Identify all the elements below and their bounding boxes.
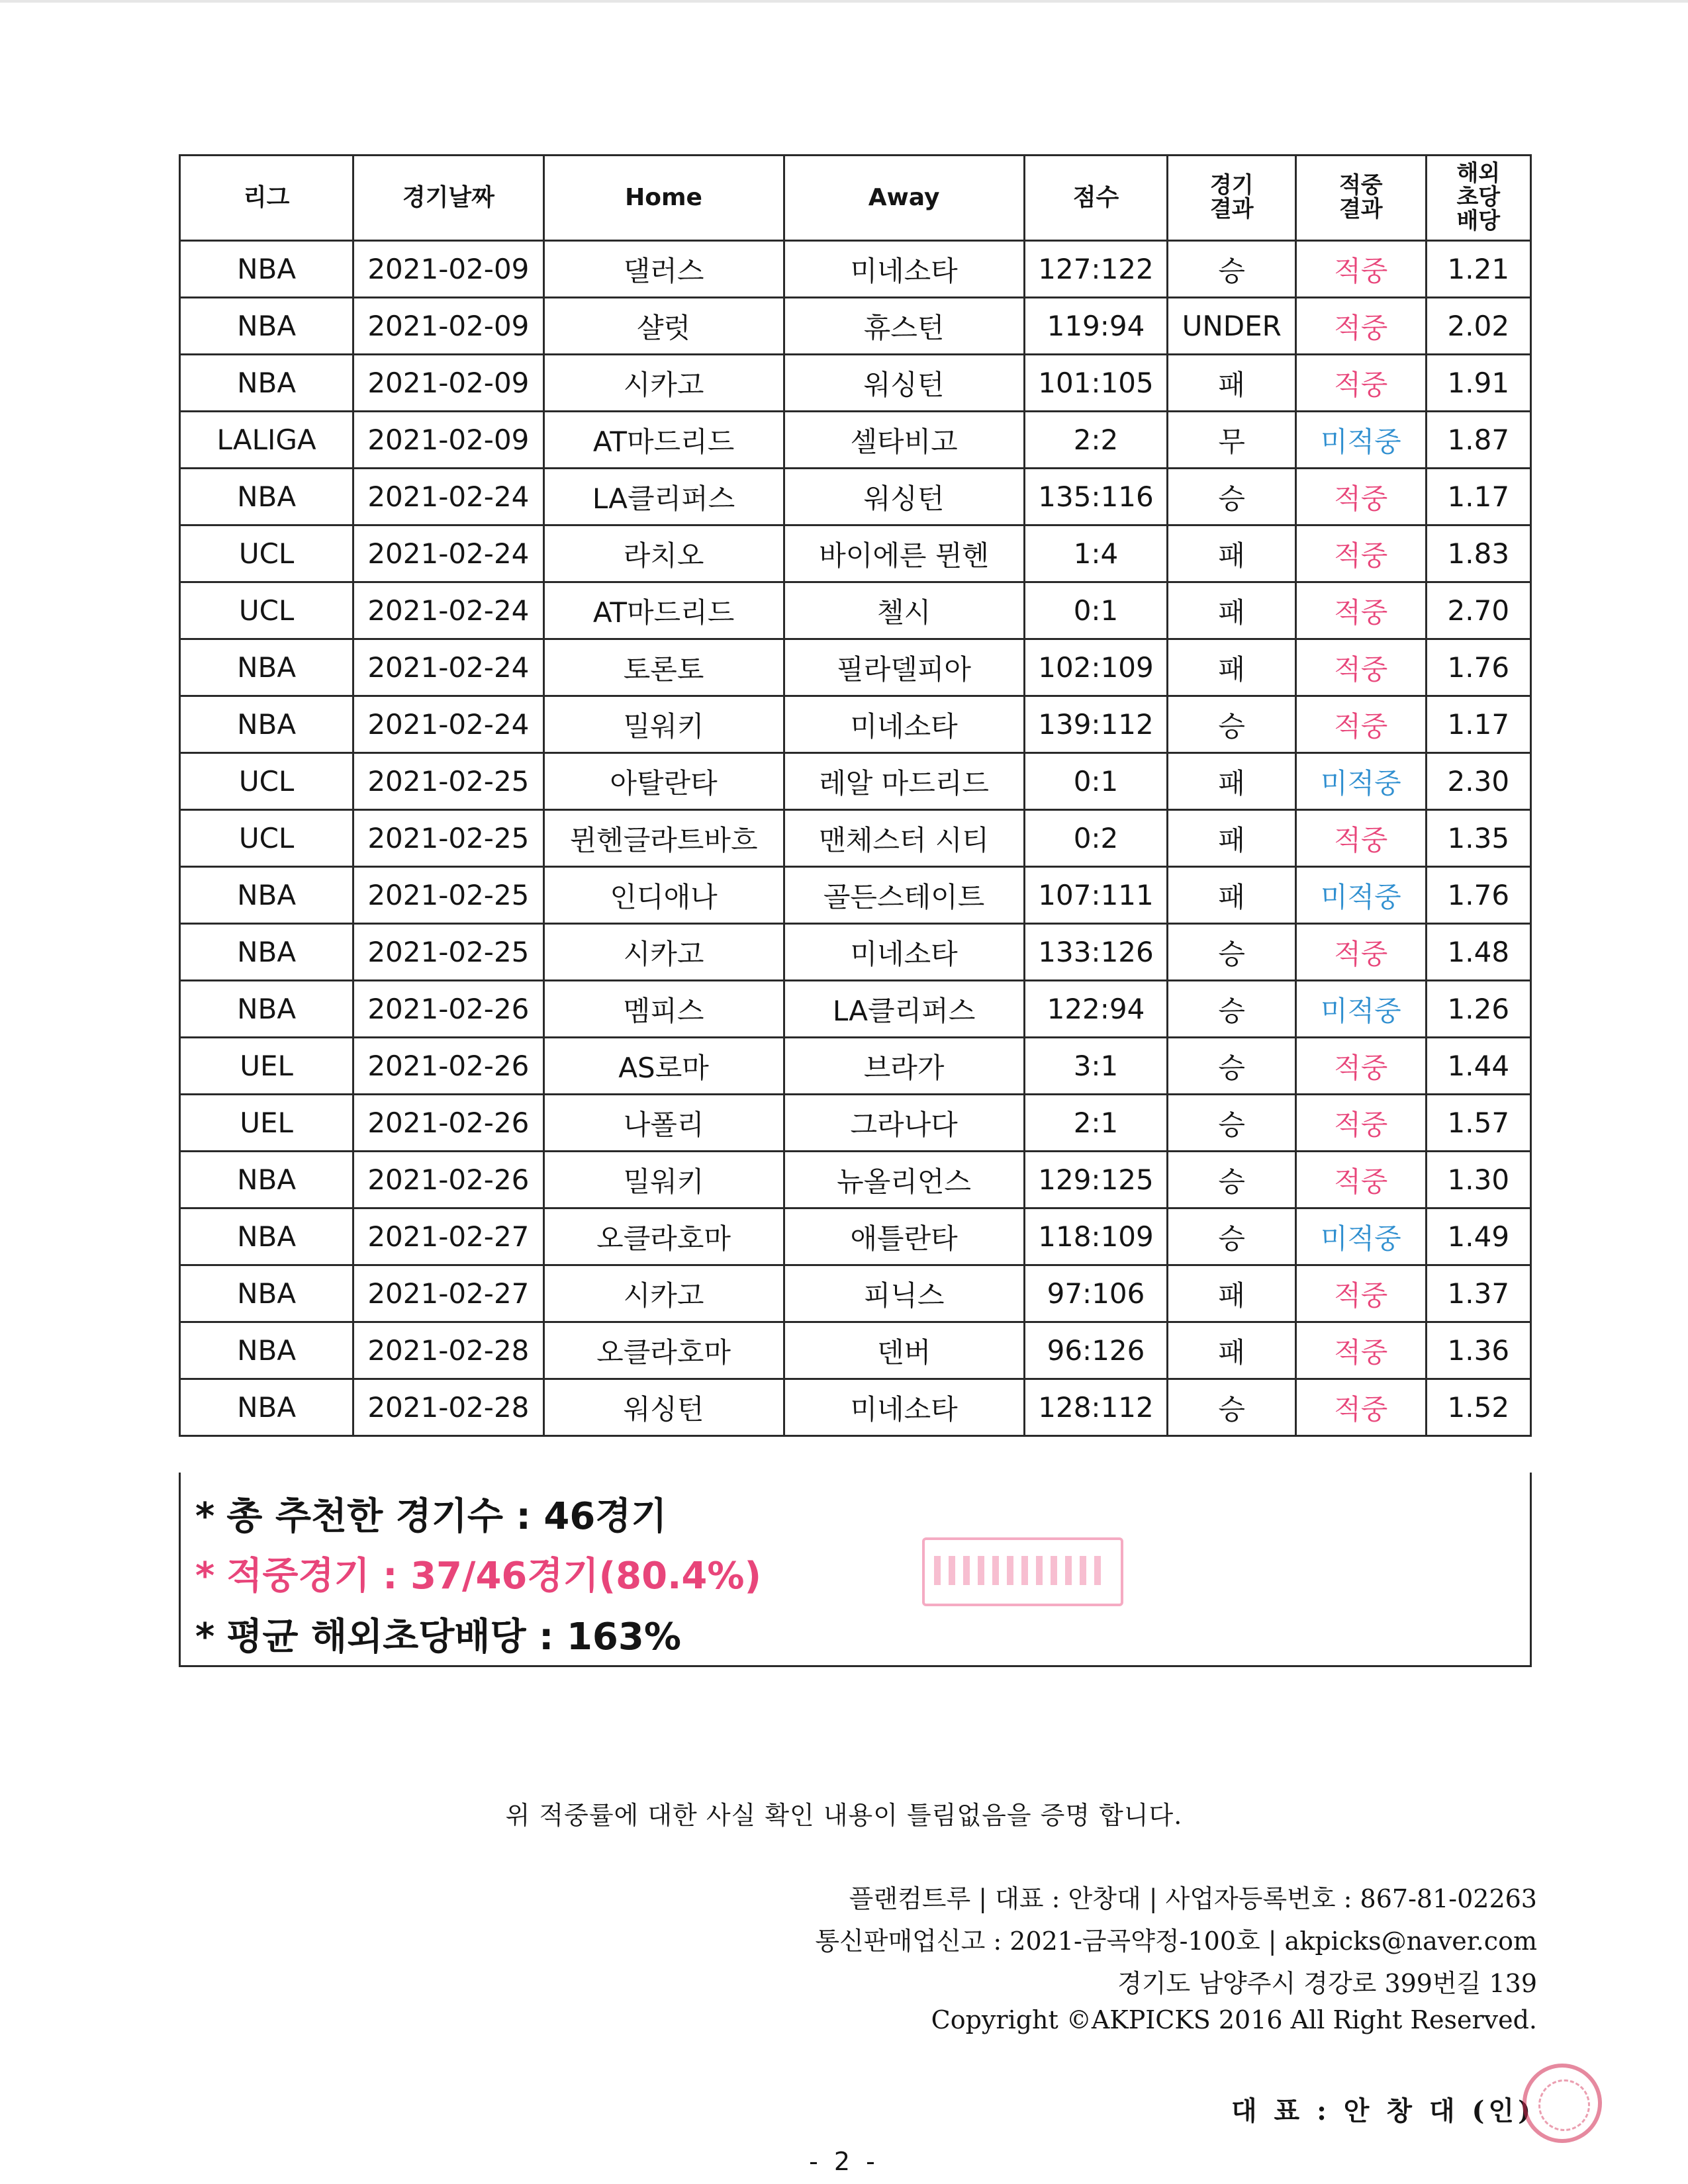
cell-date: 2021-02-26 <box>353 981 543 1038</box>
footer-registration: 통신판매업신고 : 2021-금곡약정-100호 | akpicks@naver.com <box>815 1927 1537 1956</box>
cell-date: 2021-02-24 <box>353 696 543 753</box>
seal-inner-ring <box>1538 2079 1590 2131</box>
certification-statement: 위 적중률에 대한 사실 확인 내용이 틀림없음을 증명 합니다. <box>505 1801 1183 1830</box>
cell-league: NBA <box>180 981 353 1038</box>
table-row <box>180 753 1531 810</box>
cell-result: 패 <box>1168 1322 1296 1379</box>
cell-date: 2021-02-24 <box>353 525 543 582</box>
table-row <box>180 525 1531 582</box>
cell-result: 승 <box>1168 1379 1296 1436</box>
cell-score: 2:2 <box>1024 412 1168 469</box>
cell-hit: 적중 <box>1296 298 1427 355</box>
representative-signature: 대 표 : 안 창 대 (인) <box>1231 2095 1534 2126</box>
cell-score: 135:116 <box>1024 469 1168 525</box>
table-row <box>180 1379 1531 1436</box>
cell-league: NBA <box>180 1208 353 1265</box>
summary-avg <box>195 1608 681 1661</box>
cell-league: NBA <box>180 1379 353 1436</box>
table-row <box>180 810 1531 867</box>
cell-hit: 미적중 <box>1296 867 1427 924</box>
cell-date: 2021-02-24 <box>353 582 543 639</box>
cell-date: 2021-02-09 <box>353 241 543 298</box>
table-body <box>180 241 1531 1436</box>
scan-edge <box>0 0 1688 3</box>
official-seal <box>1523 2064 1602 2143</box>
summary-hits-text: 적중경기 : 37/46경기(80.4%) <box>226 1555 762 1598</box>
table-row <box>180 696 1531 753</box>
cell-hit: 적중 <box>1296 355 1427 412</box>
cell-away: 피닉스 <box>784 1265 1024 1322</box>
cell-home: 라치오 <box>543 525 784 582</box>
cell-hit: 적중 <box>1296 1038 1427 1095</box>
cell-league: UCL <box>180 582 353 639</box>
cell-odds: 1.44 <box>1426 1038 1530 1095</box>
table-row <box>180 1265 1531 1322</box>
cell-away: 셀타비고 <box>784 412 1024 469</box>
cell-hit: 적중 <box>1296 1322 1427 1379</box>
cell-score: 97:106 <box>1024 1265 1168 1322</box>
table-row <box>180 469 1531 525</box>
cell-odds: 1.26 <box>1426 981 1530 1038</box>
cell-league: NBA <box>180 867 353 924</box>
cell-home: 시카고 <box>543 924 784 981</box>
cell-away: 뉴올리언스 <box>784 1152 1024 1208</box>
cell-date: 2021-02-26 <box>353 1038 543 1095</box>
cell-result: 패 <box>1168 753 1296 810</box>
table-header-row <box>180 156 1531 241</box>
table-row <box>180 241 1531 298</box>
col-result: 경기 결과 <box>1168 156 1296 241</box>
cell-hit: 미적중 <box>1296 753 1427 810</box>
cell-odds: 1.21 <box>1426 241 1530 298</box>
table-row <box>180 412 1531 469</box>
cell-odds: 1.37 <box>1426 1265 1530 1322</box>
cell-date: 2021-02-09 <box>353 355 543 412</box>
table-row <box>180 924 1531 981</box>
summary-total <box>195 1487 667 1540</box>
cell-hit: 적중 <box>1296 1095 1427 1152</box>
cell-score: 102:109 <box>1024 639 1168 696</box>
cell-odds: 1.87 <box>1426 412 1530 469</box>
cell-hit: 미적중 <box>1296 412 1427 469</box>
cell-away: 필라델피아 <box>784 639 1024 696</box>
cell-away: 미네소타 <box>784 924 1024 981</box>
faint-stamp-image <box>922 1537 1123 1606</box>
cell-score: 127:122 <box>1024 241 1168 298</box>
col-home: Home <box>543 156 784 241</box>
cell-hit: 적중 <box>1296 1152 1427 1208</box>
cell-league: UCL <box>180 753 353 810</box>
cell-date: 2021-02-26 <box>353 1152 543 1208</box>
cell-league: NBA <box>180 355 353 412</box>
cell-odds: 1.57 <box>1426 1095 1530 1152</box>
cell-score: 122:94 <box>1024 981 1168 1038</box>
cell-league: NBA <box>180 1265 353 1322</box>
cell-score: 0:1 <box>1024 582 1168 639</box>
cell-odds: 1.17 <box>1426 696 1530 753</box>
cell-date: 2021-02-25 <box>353 867 543 924</box>
table-row <box>180 582 1531 639</box>
cell-score: 133:126 <box>1024 924 1168 981</box>
cell-league: UCL <box>180 525 353 582</box>
cell-league: NBA <box>180 924 353 981</box>
summary-box <box>179 1473 1532 1667</box>
cell-away: 골든스테이트 <box>784 867 1024 924</box>
cell-result: 패 <box>1168 639 1296 696</box>
cell-date: 2021-02-28 <box>353 1379 543 1436</box>
cell-league: NBA <box>180 469 353 525</box>
cell-home: 밀워키 <box>543 1152 784 1208</box>
cell-hit: 적중 <box>1296 696 1427 753</box>
cell-home: 멤피스 <box>543 981 784 1038</box>
cell-result: 승 <box>1168 696 1296 753</box>
cell-result: 패 <box>1168 582 1296 639</box>
cell-odds: 1.35 <box>1426 810 1530 867</box>
cell-score: 119:94 <box>1024 298 1168 355</box>
cell-home: 시카고 <box>543 1265 784 1322</box>
cell-score: 0:1 <box>1024 753 1168 810</box>
cell-hit: 적중 <box>1296 639 1427 696</box>
cell-home: 오클라호마 <box>543 1208 784 1265</box>
cell-league: UEL <box>180 1095 353 1152</box>
bullet-star: * <box>195 1555 215 1598</box>
cell-league: UEL <box>180 1038 353 1095</box>
cell-hit: 적중 <box>1296 525 1427 582</box>
cell-result: 승 <box>1168 1038 1296 1095</box>
col-date: 경기날짜 <box>353 156 543 241</box>
cell-result: 승 <box>1168 1152 1296 1208</box>
col-score: 점수 <box>1024 156 1168 241</box>
cell-score: 0:2 <box>1024 810 1168 867</box>
cell-odds: 1.76 <box>1426 867 1530 924</box>
cell-date: 2021-02-24 <box>353 469 543 525</box>
footer-company-info: 플랜컴트루 | 대표 : 안창대 | 사업자등록번호 : 867-81-02263 <box>849 1884 1537 1913</box>
cell-home: 토론토 <box>543 639 784 696</box>
footer-address: 경기도 남양주시 경강로 399번길 139 <box>1117 1969 1537 1998</box>
table-row <box>180 1322 1531 1379</box>
cell-score: 139:112 <box>1024 696 1168 753</box>
cell-home: 워싱턴 <box>543 1379 784 1436</box>
cell-away: 워싱턴 <box>784 469 1024 525</box>
cell-home: LA클리퍼스 <box>543 469 784 525</box>
cell-odds: 1.17 <box>1426 469 1530 525</box>
summary-avg-text: 평균 해외초당배당 : 163% <box>226 1615 681 1659</box>
cell-odds: 1.48 <box>1426 924 1530 981</box>
cell-away: 레알 마드리드 <box>784 753 1024 810</box>
cell-date: 2021-02-24 <box>353 639 543 696</box>
col-away: Away <box>784 156 1024 241</box>
cell-score: 2:1 <box>1024 1095 1168 1152</box>
cell-date: 2021-02-09 <box>353 298 543 355</box>
cell-league: NBA <box>180 1322 353 1379</box>
cell-odds: 1.52 <box>1426 1379 1530 1436</box>
cell-away: 워싱턴 <box>784 355 1024 412</box>
summary-total-text: 총 추천한 경기수 : 46경기 <box>226 1495 667 1538</box>
cell-home: AT마드리드 <box>543 412 784 469</box>
results-table <box>179 154 1532 1437</box>
cell-result: 패 <box>1168 525 1296 582</box>
cell-away: 애틀란타 <box>784 1208 1024 1265</box>
cell-league: LALIGA <box>180 412 353 469</box>
cell-odds: 1.83 <box>1426 525 1530 582</box>
cell-away: LA클리퍼스 <box>784 981 1024 1038</box>
table-row <box>180 1208 1531 1265</box>
cell-result: 패 <box>1168 867 1296 924</box>
cell-home: 나폴리 <box>543 1095 784 1152</box>
cell-date: 2021-02-09 <box>353 412 543 469</box>
cell-date: 2021-02-25 <box>353 810 543 867</box>
cell-home: 샬럿 <box>543 298 784 355</box>
cell-score: 101:105 <box>1024 355 1168 412</box>
cell-league: NBA <box>180 298 353 355</box>
cell-home: 인디애나 <box>543 867 784 924</box>
summary-hits <box>195 1547 761 1600</box>
cell-result: 패 <box>1168 355 1296 412</box>
cell-date: 2021-02-27 <box>353 1208 543 1265</box>
cell-odds: 2.30 <box>1426 753 1530 810</box>
cell-result: 패 <box>1168 1265 1296 1322</box>
table-row <box>180 867 1531 924</box>
cell-score: 1:4 <box>1024 525 1168 582</box>
cell-result: 승 <box>1168 469 1296 525</box>
cell-date: 2021-02-25 <box>353 753 543 810</box>
table-row <box>180 1038 1531 1095</box>
page-number: - 2 - <box>809 2147 879 2176</box>
cell-away: 미네소타 <box>784 1379 1024 1436</box>
cell-hit: 미적중 <box>1296 981 1427 1038</box>
cell-hit: 적중 <box>1296 810 1427 867</box>
cell-odds: 1.36 <box>1426 1322 1530 1379</box>
cell-away: 브라가 <box>784 1038 1024 1095</box>
cell-score: 107:111 <box>1024 867 1168 924</box>
bullet-star: * <box>195 1495 215 1538</box>
cell-away: 그라나다 <box>784 1095 1024 1152</box>
cell-hit: 적중 <box>1296 582 1427 639</box>
cell-league: NBA <box>180 696 353 753</box>
table-row <box>180 639 1531 696</box>
cell-home: AT마드리드 <box>543 582 784 639</box>
cell-hit: 적중 <box>1296 469 1427 525</box>
cell-hit: 적중 <box>1296 241 1427 298</box>
cell-score: 118:109 <box>1024 1208 1168 1265</box>
cell-result: 승 <box>1168 241 1296 298</box>
cell-score: 129:125 <box>1024 1152 1168 1208</box>
col-odds: 해외 초당 배당 <box>1426 156 1530 241</box>
cell-result: UNDER <box>1168 298 1296 355</box>
cell-hit: 적중 <box>1296 1379 1427 1436</box>
table-row <box>180 298 1531 355</box>
cell-score: 3:1 <box>1024 1038 1168 1095</box>
cell-date: 2021-02-25 <box>353 924 543 981</box>
table-row <box>180 1152 1531 1208</box>
table-row <box>180 981 1531 1038</box>
cell-odds: 2.70 <box>1426 582 1530 639</box>
cell-away: 맨체스터 시티 <box>784 810 1024 867</box>
cell-odds: 2.02 <box>1426 298 1530 355</box>
cell-odds: 1.76 <box>1426 639 1530 696</box>
cell-hit: 적중 <box>1296 1265 1427 1322</box>
cell-result: 무 <box>1168 412 1296 469</box>
cell-home: 시카고 <box>543 355 784 412</box>
cell-home: 오클라호마 <box>543 1322 784 1379</box>
cell-away: 첼시 <box>784 582 1024 639</box>
cell-odds: 1.49 <box>1426 1208 1530 1265</box>
cell-home: 아탈란타 <box>543 753 784 810</box>
cell-away: 바이에른 뮌헨 <box>784 525 1024 582</box>
cell-result: 승 <box>1168 924 1296 981</box>
cell-odds: 1.30 <box>1426 1152 1530 1208</box>
cell-league: NBA <box>180 241 353 298</box>
cell-hit: 미적중 <box>1296 1208 1427 1265</box>
cell-date: 2021-02-28 <box>353 1322 543 1379</box>
cell-league: UCL <box>180 810 353 867</box>
col-hit: 적중 결과 <box>1296 156 1427 241</box>
cell-home: AS로마 <box>543 1038 784 1095</box>
cell-odds: 1.91 <box>1426 355 1530 412</box>
cell-home: 댈러스 <box>543 241 784 298</box>
bullet-star: * <box>195 1615 215 1659</box>
cell-away: 덴버 <box>784 1322 1024 1379</box>
cell-date: 2021-02-27 <box>353 1265 543 1322</box>
cell-result: 승 <box>1168 1208 1296 1265</box>
cell-result: 패 <box>1168 810 1296 867</box>
table-row <box>180 1095 1531 1152</box>
col-league: 리그 <box>180 156 353 241</box>
cell-home: 뮌헨글라트바흐 <box>543 810 784 867</box>
cell-league: NBA <box>180 639 353 696</box>
cell-hit: 적중 <box>1296 924 1427 981</box>
cell-league: NBA <box>180 1152 353 1208</box>
cell-home: 밀워키 <box>543 696 784 753</box>
cell-away: 휴스턴 <box>784 298 1024 355</box>
cell-result: 승 <box>1168 981 1296 1038</box>
cell-score: 128:112 <box>1024 1379 1168 1436</box>
footer-copyright: Copyright ©AKPICKS 2016 All Right Reserved. <box>931 2005 1537 2034</box>
cell-result: 승 <box>1168 1095 1296 1152</box>
cell-date: 2021-02-26 <box>353 1095 543 1152</box>
cell-away: 미네소타 <box>784 241 1024 298</box>
cell-away: 미네소타 <box>784 696 1024 753</box>
table-row <box>180 355 1531 412</box>
cell-score: 96:126 <box>1024 1322 1168 1379</box>
